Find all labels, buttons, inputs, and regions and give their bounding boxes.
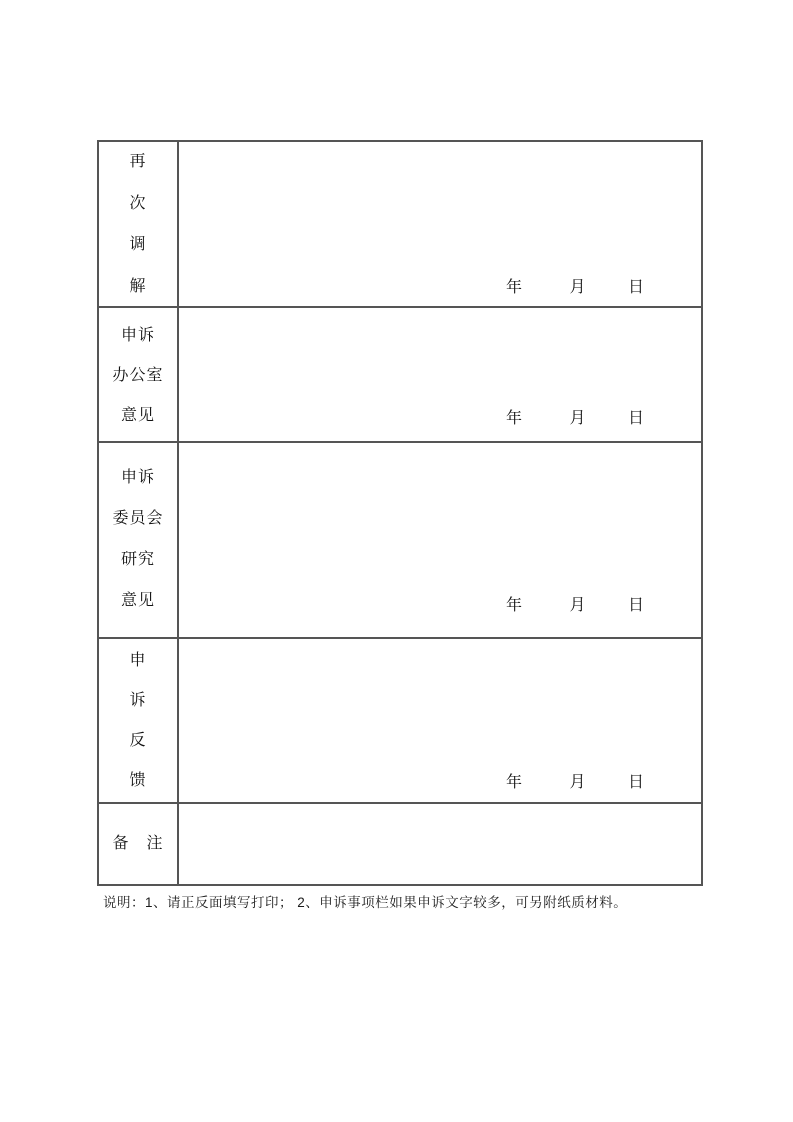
day-label: 日 xyxy=(627,774,644,791)
label-line: 委员会 xyxy=(112,510,164,528)
label-line: 解 xyxy=(129,278,147,296)
label-line: 意见 xyxy=(120,407,155,425)
day-label: 日 xyxy=(627,597,644,614)
row-label-appeal-committee-opinion xyxy=(99,443,179,637)
label-line: 馈 xyxy=(129,772,147,790)
row-label-remediation xyxy=(99,142,179,306)
row-content-appeal-feedback xyxy=(179,639,701,802)
row-label-appeal-feedback xyxy=(99,639,179,802)
table-row-appeal-feedback xyxy=(99,639,701,804)
row-label-remarks xyxy=(99,804,179,884)
label-line: 意见 xyxy=(120,592,155,610)
row-content-remediation xyxy=(179,142,701,306)
year-label: 年 xyxy=(506,774,523,791)
table-row-appeal-committee-opinion xyxy=(99,443,701,639)
date-placeholder-line xyxy=(506,280,644,296)
year-label: 年 xyxy=(506,597,523,614)
day-label: 日 xyxy=(627,279,644,296)
date-placeholder-line xyxy=(506,598,644,614)
table-row-remediation xyxy=(99,142,701,308)
year-label: 年 xyxy=(506,279,523,296)
label-line: 反 xyxy=(129,732,147,750)
appeal-form-table xyxy=(97,140,703,886)
row-content-remarks xyxy=(179,804,701,884)
form-instructions-note: 说明：1、请正反面填写打印； 2、申诉事项栏如果申诉文字较多，可另附纸质材料。 xyxy=(103,895,628,910)
label-line: 备 注 xyxy=(112,834,164,852)
table-row-appeal-office-opinion xyxy=(99,308,701,443)
row-label-appeal-office-opinion xyxy=(99,308,179,441)
month-label: 月 xyxy=(569,410,586,427)
month-label: 月 xyxy=(569,774,586,791)
label-line: 申诉 xyxy=(120,469,155,486)
label-line: 办公室 xyxy=(112,367,164,385)
label-line: 研究 xyxy=(120,551,155,569)
date-placeholder-line xyxy=(506,411,644,427)
label-line: 申诉 xyxy=(120,327,155,344)
date-placeholder-line xyxy=(506,775,644,791)
year-label: 年 xyxy=(506,410,523,427)
label-line: 次 xyxy=(129,194,147,212)
table-row-remarks xyxy=(99,804,701,884)
label-line: 调 xyxy=(129,236,147,254)
month-label: 月 xyxy=(569,597,586,614)
day-label: 日 xyxy=(627,410,644,427)
row-content-appeal-committee-opinion xyxy=(179,443,701,637)
label-line: 诉 xyxy=(129,692,147,710)
row-content-appeal-office-opinion xyxy=(179,308,701,441)
label-line: 申 xyxy=(129,652,147,669)
label-line: 再 xyxy=(129,153,147,170)
month-label: 月 xyxy=(569,279,586,296)
